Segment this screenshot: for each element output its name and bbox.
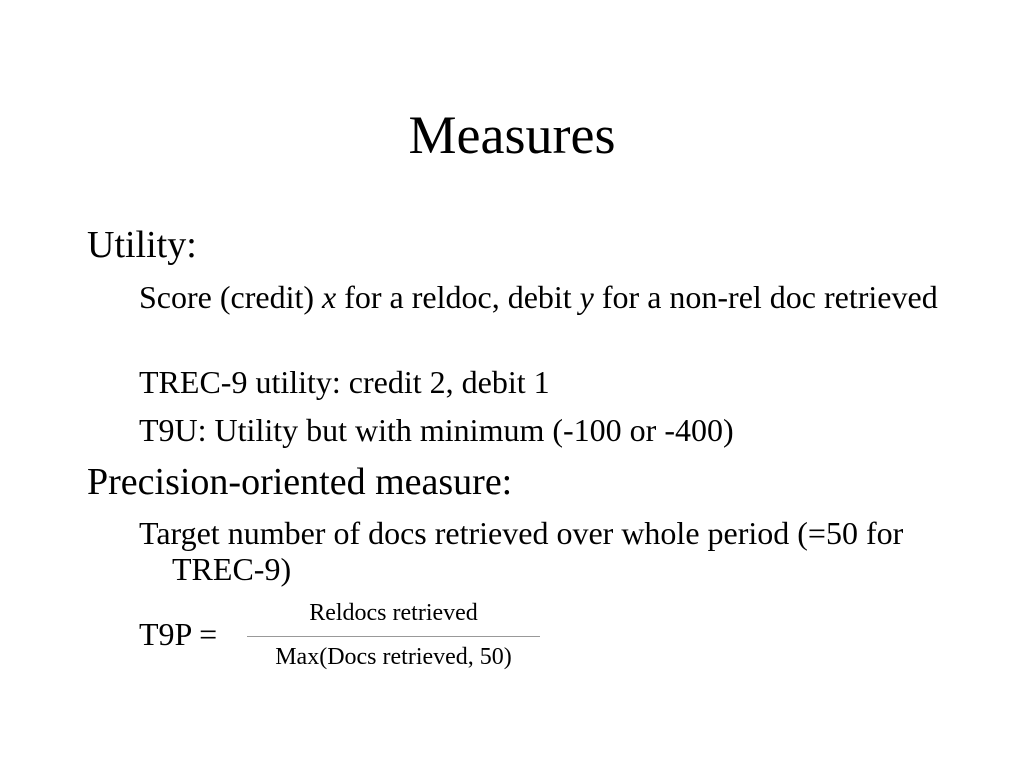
subbullet-t9u: T9U: Utility but with minimum (-100 or -400): [139, 412, 734, 448]
subbullet-score: [139, 279, 972, 315]
fraction-bar: [247, 636, 540, 637]
score-text-1: Score (credit): [139, 279, 323, 315]
t9p-formula: [139, 598, 559, 678]
formula-numerator: Reldocs retrieved: [309, 600, 478, 626]
formula-fraction: [247, 598, 540, 678]
subbullet-trec9-utility: TREC-9 utility: credit 2, debit 1: [139, 364, 550, 400]
score-text-2: for a reldoc, debit: [336, 279, 580, 315]
formula-lhs: T9P =: [139, 616, 218, 652]
bullet-utility: Utility:: [87, 224, 197, 266]
formula-denominator: Max(Docs retrieved, 50): [275, 644, 512, 670]
variable-x: x: [322, 279, 337, 315]
variable-y: y: [579, 279, 594, 315]
bullet-precision: Precision-oriented measure:: [87, 461, 513, 503]
score-text-3: for a non-rel doc retrieved: [593, 279, 938, 315]
subbullet-target: Target number of docs retrieved over whole period (=50 for TREC-9): [139, 515, 904, 587]
slide-title: Measures: [408, 105, 616, 165]
